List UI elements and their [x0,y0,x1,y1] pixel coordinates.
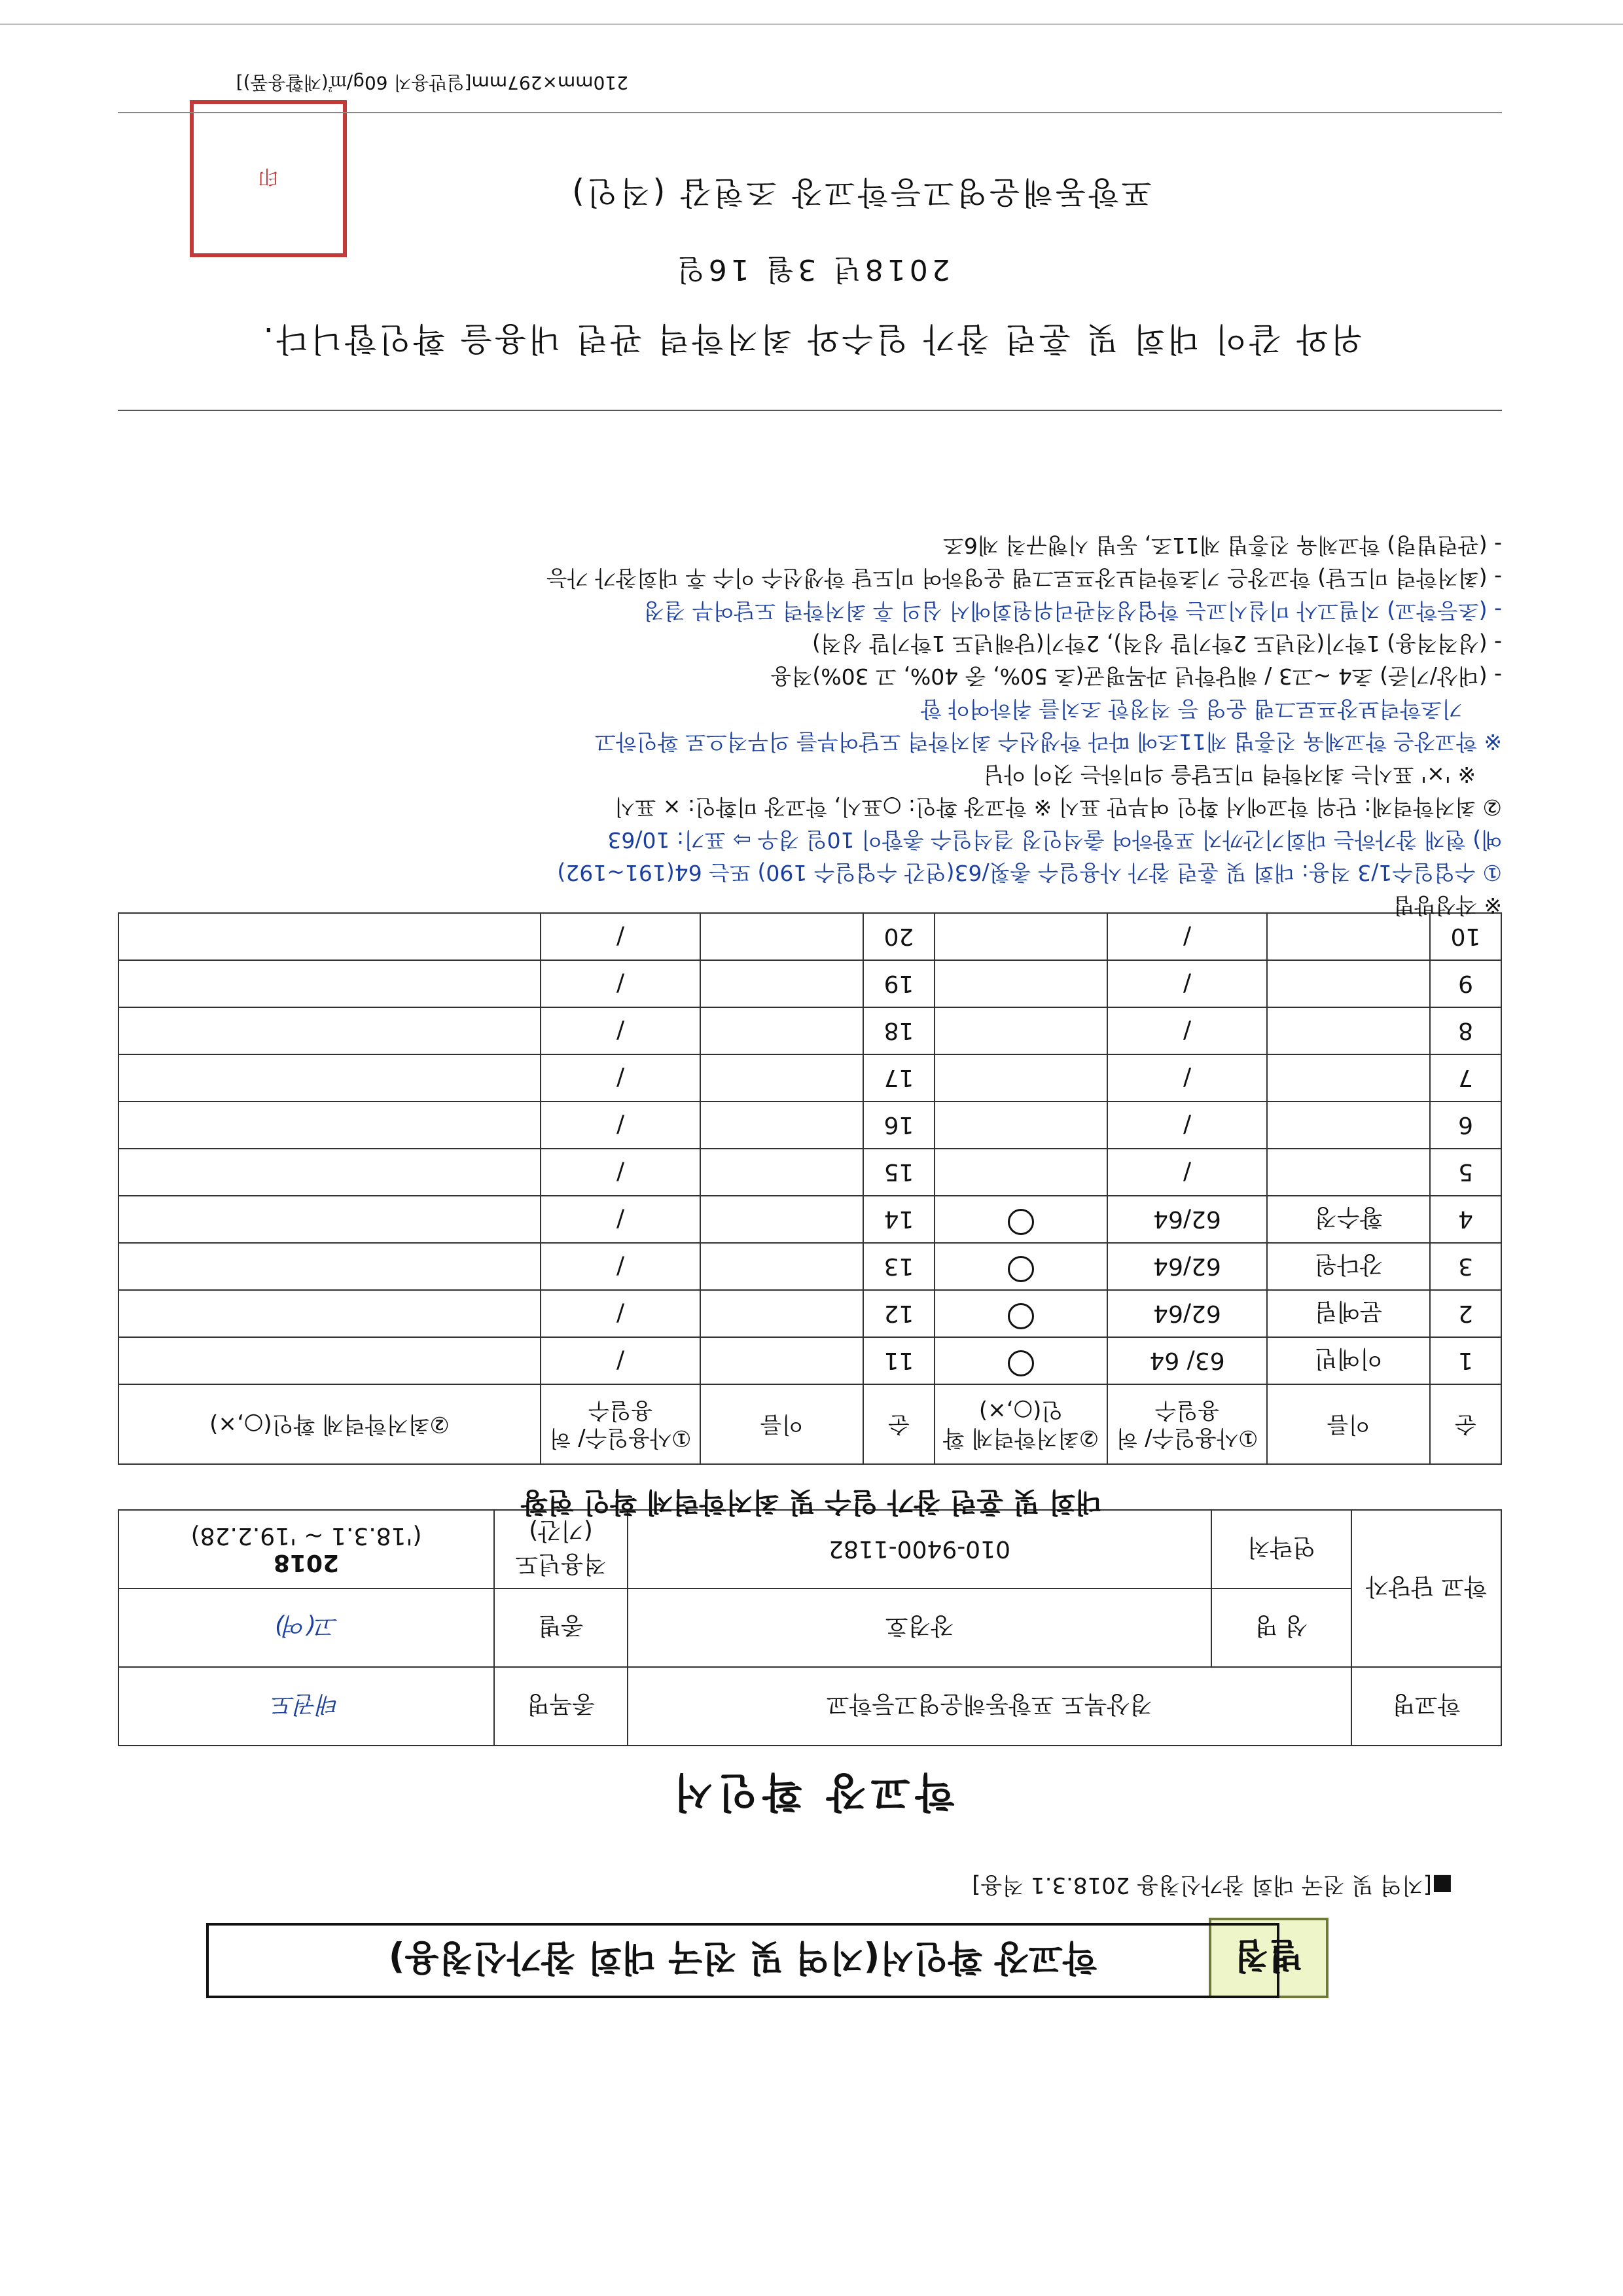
row-days: 62/64 [1107,1290,1267,1337]
row-no: 20 [863,913,935,960]
instr-line-4: ※ '×' 표시는 최저학력 미도달을 의미하는 것이 아님 [983,762,1476,787]
row-no: 4 [1430,1196,1501,1243]
row-check [935,1054,1107,1102]
check-circle-icon [1008,1210,1034,1236]
header-check-2: ②최저학력제 확인(○,×) [118,1384,541,1464]
row-check [118,1007,541,1054]
row-check [935,1007,1107,1054]
instr-heading: ※ 작성방법 [1393,893,1502,918]
header-days-2: ①사용일수/ 허용일수 [541,1384,700,1464]
instr-line-3: ② 최저학력제: 단위 학교에서 확인 여부만 표시 ※ 학교장 확인: ○표시, 학교장 미확인: × 표시 [614,795,1502,820]
row-name: 황수정 [1267,1196,1430,1243]
header-check: ②최저학력제 확인(○,×) [935,1384,1107,1464]
row-no: 5 [1430,1149,1501,1196]
official-seal-stamp: 印 [190,100,347,257]
header-no-2: 순 [863,1384,935,1464]
document-title: 학교장 확인서 [668,1768,955,1816]
table-row [118,960,1501,1007]
table-row [118,1196,1501,1243]
period-year: 2018 [273,1549,340,1576]
footer-line [118,112,1502,113]
row-no: 14 [863,1196,935,1243]
gender-label: 종별 [494,1588,628,1667]
row-days: / [541,1149,700,1196]
header-title: 학교장 확인서(지역 및 전국 대회 참가신청용) [206,1923,1279,1998]
teacher-label: 학교 담당자 [1351,1510,1501,1667]
row-no: 8 [1430,1007,1501,1054]
row-days: / [1107,913,1267,960]
contact-value: 010-9400-1182 [628,1510,1211,1588]
header-note: ■[지역 및 전국 대회 참가신청용 2018.3.1 적용] [972,1872,1453,1898]
row-name [700,1102,863,1149]
row-days: / [541,1007,700,1054]
row-name [700,1054,863,1102]
row-days: / [541,1196,700,1243]
event-value: 태권도 [118,1667,494,1746]
participation-table [118,912,1502,1465]
row-days: 63/ 64 [1107,1337,1267,1384]
school-info-table [118,1509,1502,1746]
row-name [700,1290,863,1337]
row-check [118,1196,541,1243]
row-check [935,1102,1107,1149]
row-no: 9 [1430,960,1501,1007]
table-row [118,1243,1501,1290]
confirm-text: 위와 같이 대회 및 훈련 참가 일수와 최저학력 관련 내용을 확인합니다. [260,320,1363,358]
row-name [1267,960,1430,1007]
instr-line-5: ※ 학교장은 학교체육 진흥법 제11조에 따라 학생선수 최저학력 도달여부를 의무적으로 확인하고 [595,729,1502,755]
row-no: 3 [1430,1243,1501,1290]
instr-line-9: - (초등학교) 지필고사 미실시교는 학업성적관리위원회에서 심의 후 최저학력 도달여부 결정 [643,598,1502,624]
row-check [935,960,1107,1007]
row-no: 16 [863,1102,935,1149]
row-no: 15 [863,1149,935,1196]
row-check [118,1102,541,1149]
table-row [118,1054,1501,1102]
table-row [118,1007,1501,1054]
row-no: 7 [1430,1054,1501,1102]
row-check [935,1243,1107,1290]
row-check [935,1337,1107,1384]
check-circle-icon [1008,1351,1034,1377]
row-no: 19 [863,960,935,1007]
instr-line-1: ① 수업일수1/3 적용: 대회 및 훈련 참가 사용일수 총횟/63(연간 수업일수 190) 또는 64(191~192) [557,860,1502,886]
row-check [935,1290,1107,1337]
row-check [118,960,541,1007]
instr-line-10: - (최저학력 미도달) 학교장은 기초학력보장프로그램 운영하여 미도달 학생선수 이수 후 대회참가 가능 [546,565,1502,591]
check-circle-icon [1008,1257,1034,1283]
row-no: 18 [863,1007,935,1054]
row-name [700,960,863,1007]
contact-label: 연락처 [1211,1510,1351,1588]
row-name: 강다원 [1267,1243,1430,1290]
row-name [700,1196,863,1243]
header-days: ①사용일수/ 허용일수 [1107,1384,1267,1464]
row-days: / [541,1054,700,1102]
row-days: / [541,1243,700,1290]
row-days: / [1107,1007,1267,1054]
row-days: / [1107,960,1267,1007]
row-no: 12 [863,1290,935,1337]
school-value: 경상북도 포항동해운영고등학교 [628,1667,1351,1746]
check-circle-icon [1008,1304,1034,1330]
event-label: 종목명 [494,1667,628,1746]
row-no: 13 [863,1243,935,1290]
row-days: / [541,1337,700,1384]
row-check [118,1149,541,1196]
signature: 포항동해운영고등학교장 조현갑 (직인) [569,174,1152,211]
table-row [118,1290,1501,1337]
row-days: 62/64 [1107,1243,1267,1290]
separator-line [118,410,1502,411]
header-no: 순 [1430,1384,1501,1464]
row-no: 6 [1430,1102,1501,1149]
name-value: 장경호 [628,1588,1211,1667]
section-title: 대회 및 훈련 참가 일수 및 최저학력제 확인 현황 [521,1486,1102,1518]
row-no: 11 [863,1337,935,1384]
row-check [118,1054,541,1102]
table-row [118,1149,1501,1196]
instr-line-7: - (대상/기준) 초4 ~고3 / 해당학년 과목평균(초 50%, 중 40%, 고 30%)적용 [770,664,1502,689]
period-range: ('18.3.1 ~ '19.2.28) [190,1522,422,1549]
school-label: 학교명 [1351,1667,1501,1746]
name-label: 성 명 [1211,1588,1351,1667]
row-check [935,1149,1107,1196]
header-name-2: 이름 [700,1384,863,1464]
issue-date: 2018년 3월 16일 [673,253,950,286]
row-no: 1 [1430,1337,1501,1384]
row-name [1267,1007,1430,1054]
row-check [935,1196,1107,1243]
row-days: 62/64 [1107,1196,1267,1243]
instr-line-8: - (성적적용) 1학기(전년도 2학기말 성적), 2학기(당해년도 1학기말 성적) [812,631,1502,656]
row-days: / [541,960,700,1007]
table-row [118,1102,1501,1149]
row-name: 이예빈 [1267,1337,1430,1384]
header-name: 이름 [1267,1384,1430,1464]
instr-line-2: 예) 현재 참가하는 대회기간까지 포함하여 출석인정 결석일수 총합이 10일 경우 ⇨ 표기: 10/63 [607,827,1502,853]
row-name [700,1149,863,1196]
row-days: / [541,913,700,960]
row-days: / [1107,1102,1267,1149]
row-days: / [541,1102,700,1149]
row-no: 17 [863,1054,935,1102]
row-name [1267,1149,1430,1196]
row-name [700,1337,863,1384]
row-name [700,1007,863,1054]
gender-value: 고(여) [118,1588,494,1667]
scan-edge-line [0,24,1623,25]
row-name [700,1243,863,1290]
appendix-label: 별첨 [1209,1918,1329,1998]
row-days: / [1107,1149,1267,1196]
row-name [1267,1102,1430,1149]
table-row [118,1337,1501,1384]
row-days: / [1107,1054,1267,1102]
row-name: 문예림 [1267,1290,1430,1337]
paper-spec: 210mm×297mm[일반용지 60g/㎡(재활용품)] [236,72,628,94]
row-no: 10 [1430,913,1501,960]
row-no: 2 [1430,1290,1501,1337]
row-check [118,1290,541,1337]
row-days: / [541,1290,700,1337]
instr-line-11: - (관련법령) 학교체육 진흥법 제11조, 동법 시행규칙 제6조 [943,533,1502,558]
row-check [118,1337,541,1384]
row-name [1267,1054,1430,1102]
instr-line-6: 기초학력보장프로그램 운영 등 적정한 조치를 취하여야 함 [920,696,1463,722]
period-label: 적용년도 (기간) [494,1510,628,1588]
row-check [118,1243,541,1290]
instructions [115,529,1502,922]
